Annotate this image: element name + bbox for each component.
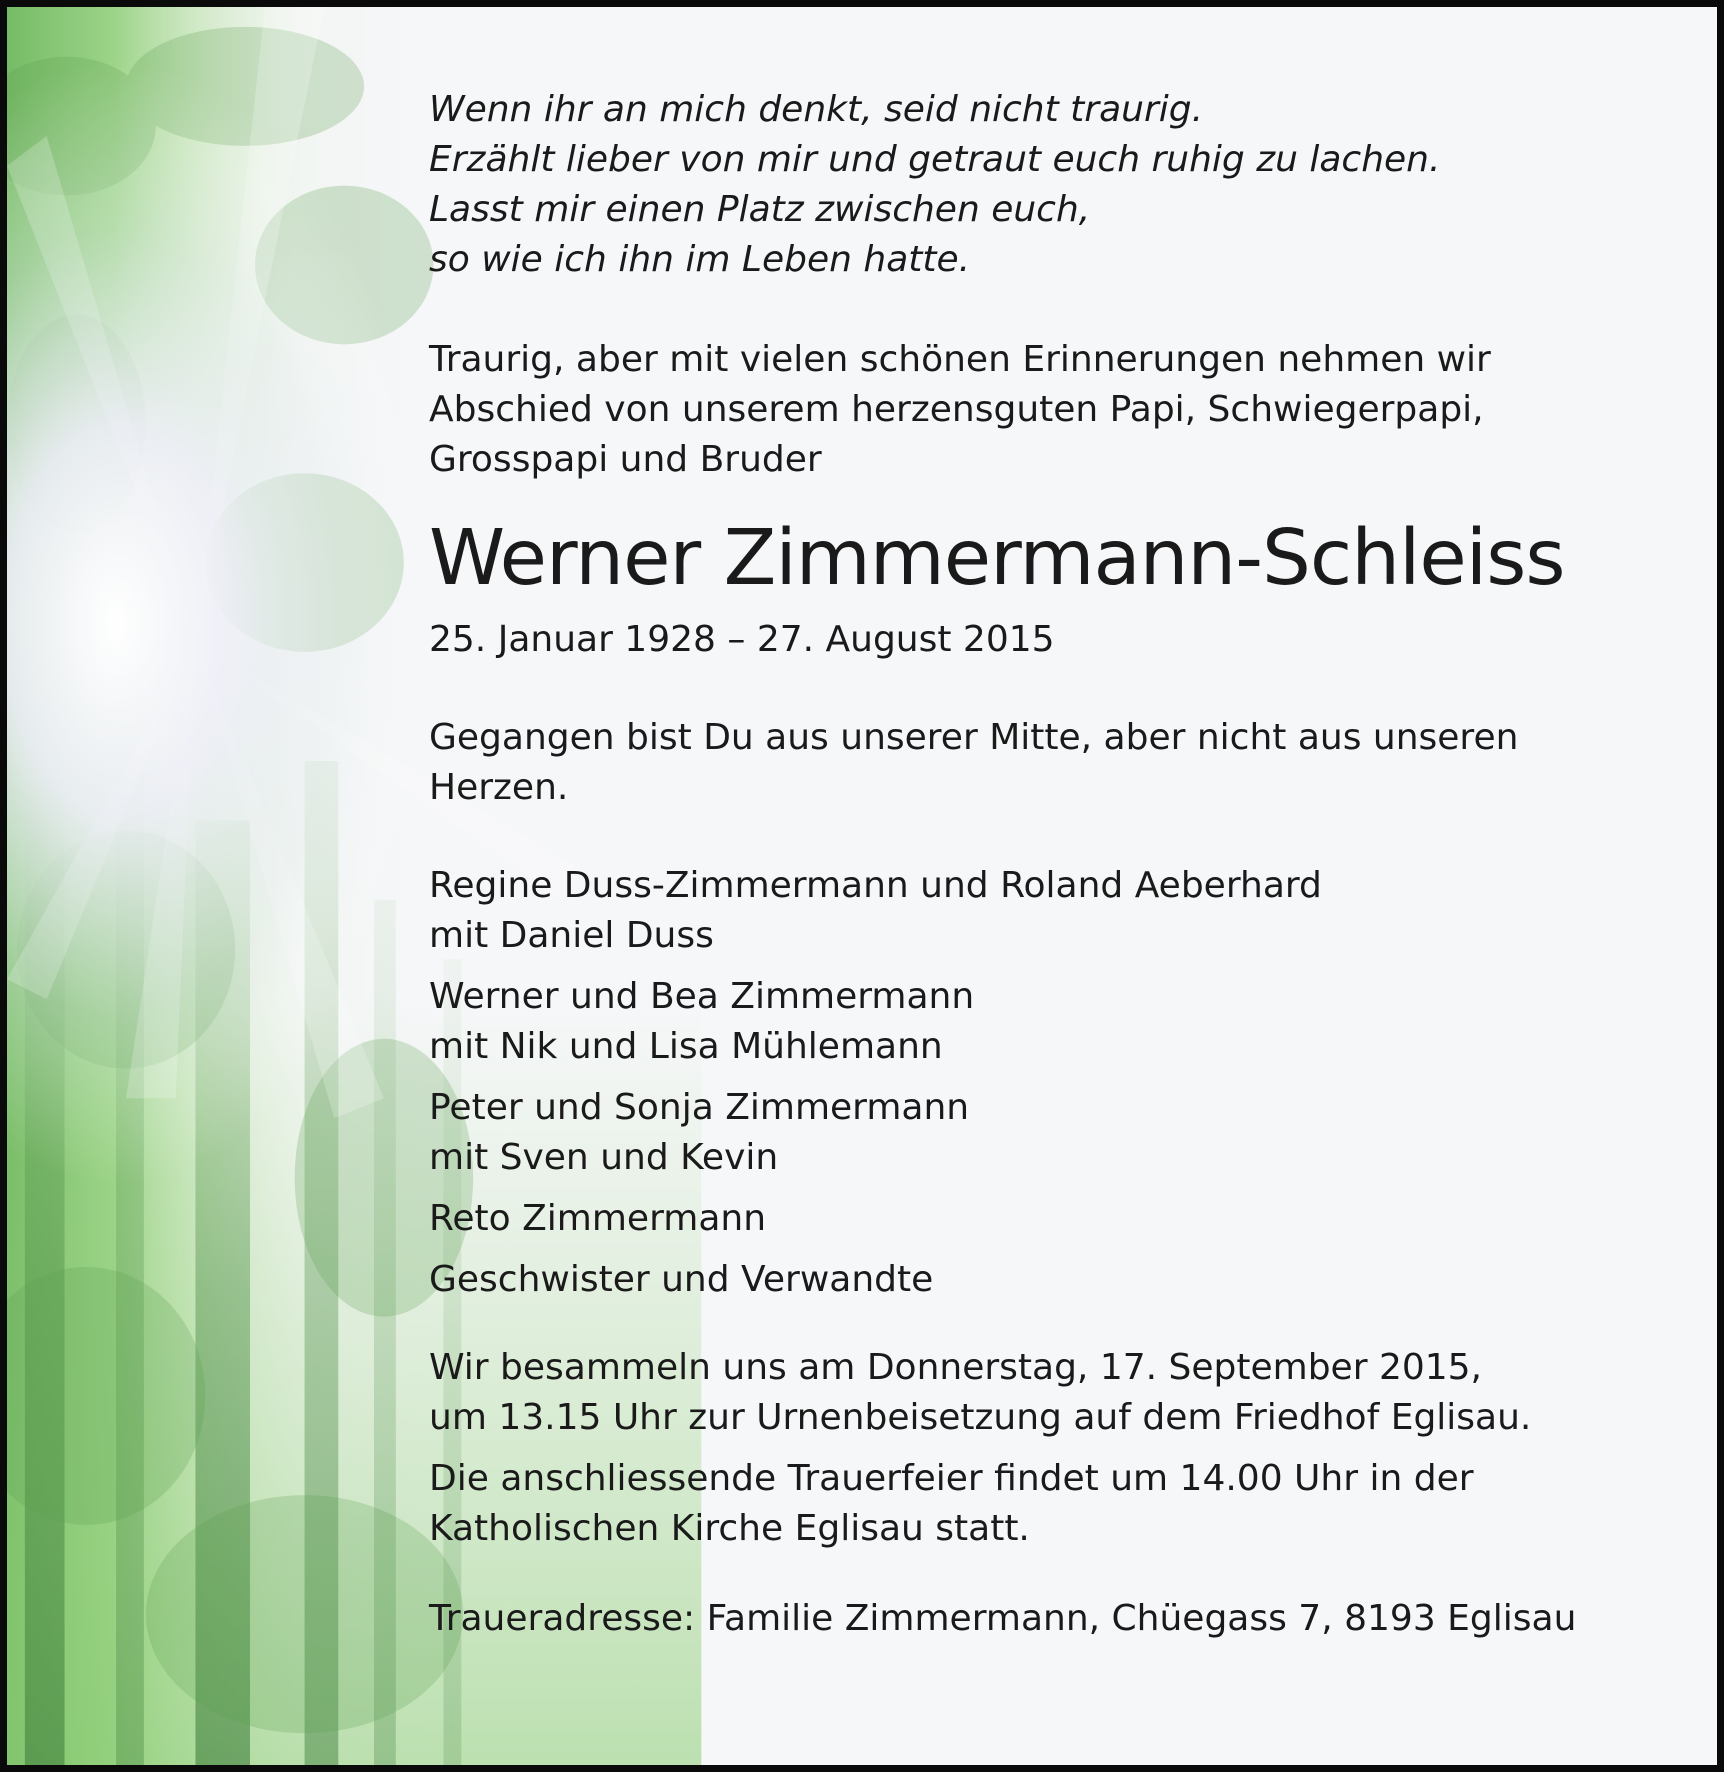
- motto-line: Herzen.: [429, 767, 569, 808]
- poem-line: Wenn ihr an mich denkt, seid nicht traurig.: [429, 89, 1204, 130]
- motto-line: Gegangen bist Du aus unserer Mitte, aber nicht aus unseren: [429, 717, 1519, 758]
- life-dates: 25. Januar 1928 – 27. August 2015: [429, 619, 1055, 660]
- intro-paragraph: [429, 335, 1669, 485]
- service-paragraph: [429, 1454, 1669, 1554]
- service-line: Katholischen Kirche Eglisau statt.: [429, 1508, 1030, 1549]
- mourner-line: mit Sven und Kevin: [429, 1137, 779, 1178]
- mourner-line: mit Nik und Lisa Mühlemann: [429, 1026, 943, 1067]
- service-details: [429, 1343, 1669, 1554]
- service-line: Wir besammeln uns am Donnerstag, 17. September 2015,: [429, 1347, 1482, 1388]
- intro-line: Grosspapi und Bruder: [429, 439, 822, 480]
- mourner-group: [429, 972, 1669, 1072]
- obituary-text: [429, 85, 1669, 1644]
- mourner-group: [429, 1083, 1669, 1183]
- mourner-group: [429, 1255, 1669, 1305]
- mourner-line: Werner und Bea Zimmermann: [429, 976, 975, 1017]
- mourner-line: Reto Zimmermann: [429, 1198, 767, 1239]
- poem-line: so wie ich ihn im Leben hatte.: [429, 239, 971, 280]
- mourner-line: Peter und Sonja Zimmermann: [429, 1087, 970, 1128]
- mourner-line: Regine Duss-Zimmermann und Roland Aeberhard: [429, 865, 1322, 906]
- poem-line: Lasst mir einen Platz zwischen euch,: [429, 189, 1091, 230]
- intro-line: Abschied von unserem herzensguten Papi, Schwiegerpapi,: [429, 389, 1484, 430]
- mourner-group: [429, 861, 1669, 961]
- motto: [429, 713, 1669, 813]
- poem-line: Erzählt lieber von mir und getraut euch ruhig zu lachen.: [429, 139, 1441, 180]
- mourner-line: mit Daniel Duss: [429, 915, 714, 956]
- service-line: um 13.15 Uhr zur Urnenbeisetzung auf dem Friedhof Eglisau.: [429, 1397, 1532, 1438]
- poem: [429, 85, 1669, 285]
- service-paragraph: [429, 1343, 1669, 1443]
- intro-line: Traurig, aber mit vielen schönen Erinnerungen nehmen wir: [429, 339, 1491, 380]
- mourners-list: [429, 861, 1669, 1305]
- service-line: Die anschliessende Trauerfeier findet um 14.00 Uhr in der: [429, 1458, 1474, 1499]
- deceased-name: Werner Zimmermann-Schleiss: [429, 514, 1565, 603]
- mourner-line: Geschwister und Verwandte: [429, 1259, 934, 1300]
- mourning-address: Traueradresse: Familie Zimmermann, Chüegass 7, 8193 Eglisau: [429, 1598, 1577, 1639]
- mourner-group: [429, 1194, 1669, 1244]
